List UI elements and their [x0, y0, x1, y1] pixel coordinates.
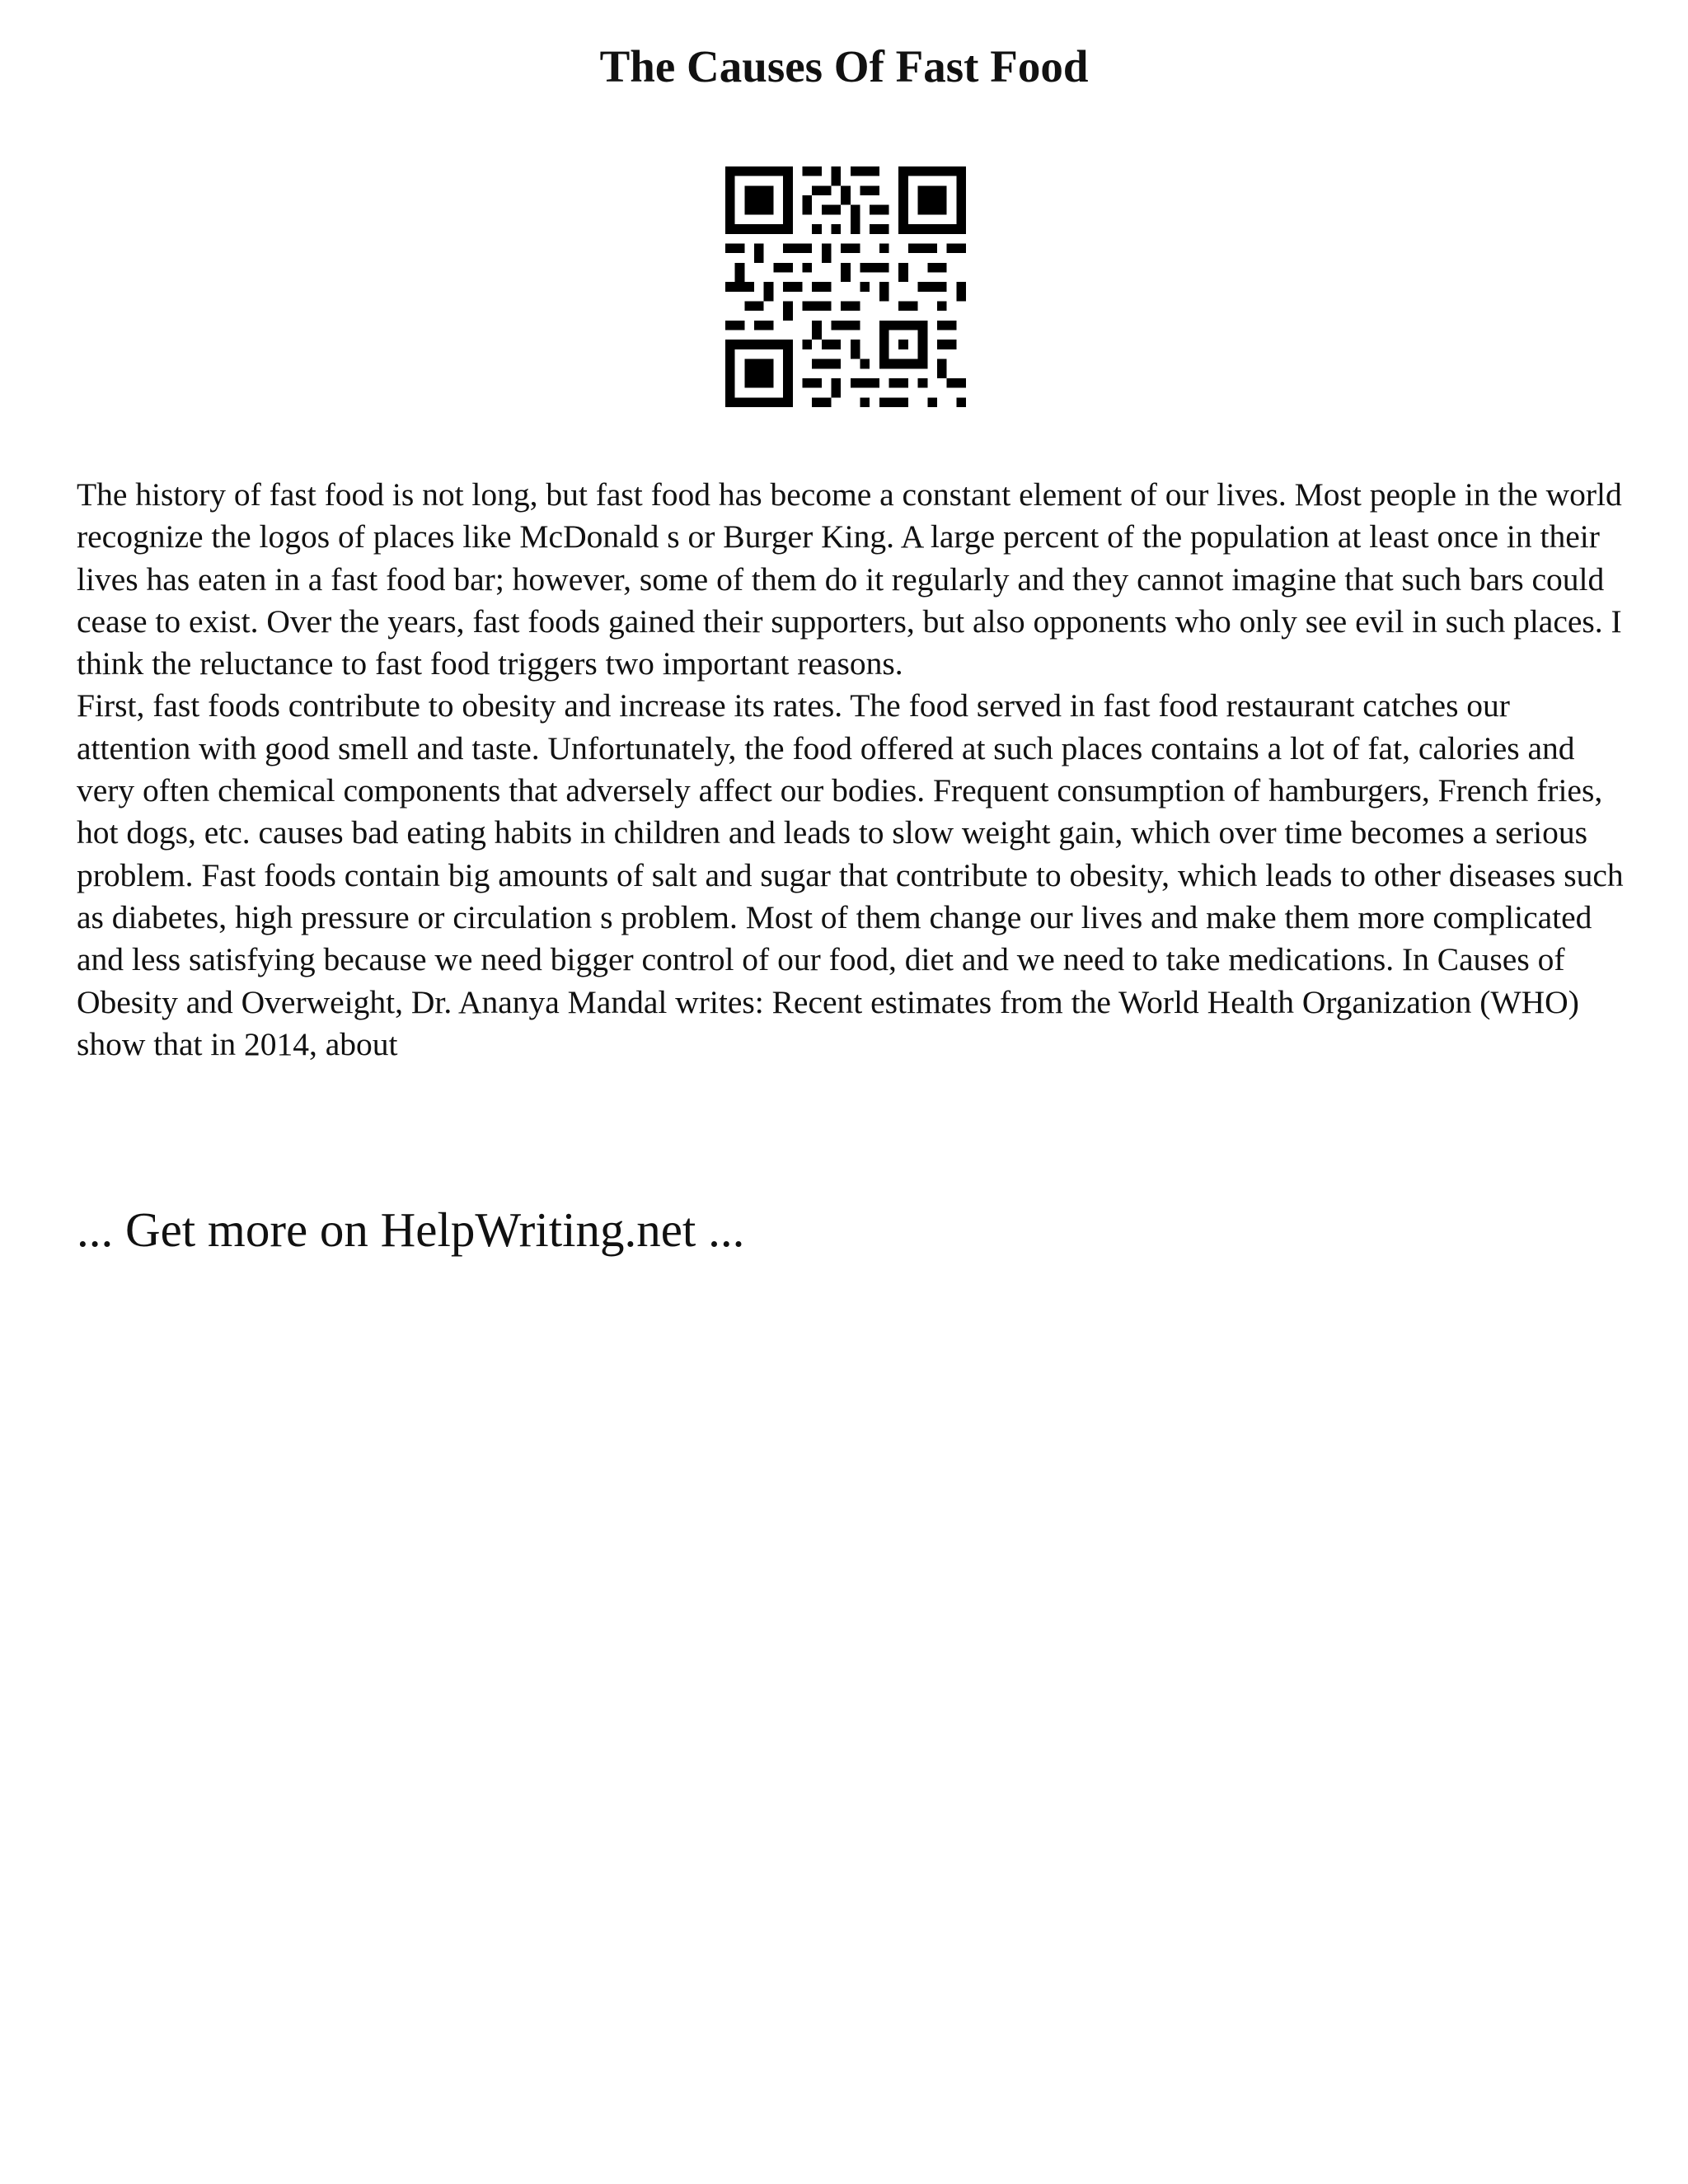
paragraph-first-reason: First, fast foods contribute to obesity and increase its rates. The food served in fast food restaurant catches our attention with good smell and taste. Unfortunately, the food offered at such places contains a lot of fat, calories and very often chemical components that adversely affect our bodies. Frequent consumption of hamburgers, French fries, hot dogs, etc. causes bad eating habits in children and leads to slow weight gain, which over time becomes a serious problem. Fast foods contain big amounts of salt and sugar that contribute to obesity, which leads to other diseases such as diabetes, high pressure or circulation s problem. Most of them change our lives and make them more complicated and less satisfying because we need bigger control of our food, diet and we need to take medications. In Causes of Obesity and Overweight, Dr. Ananya Mandal writes: Recent estimates from the World Health Organization (WHO) show that in 2014, about — [77, 687, 1624, 1062]
page-title: The Causes Of Fast Food — [599, 41, 1089, 91]
paragraph-intro: The history of fast food is not long, but fast food has become a constant element of our lives. Most people in the world recognize the logos of places like McDonald s or Burger King. A large percent of the population at least once in their lives has eaten in a fast food bar; however, some of them do it regularly and they cannot imagine that such bars could cease to exist. Over the years, fast foods gained their supporters, but also opponents who only see evil in such places. I think the reluctance to fast food triggers two important reasons. — [77, 476, 1622, 682]
qr-code-icon — [725, 166, 966, 407]
document-body — [77, 474, 1626, 1066]
get-more-link[interactable]: ... Get more on HelpWriting.net ... — [77, 1202, 745, 1257]
